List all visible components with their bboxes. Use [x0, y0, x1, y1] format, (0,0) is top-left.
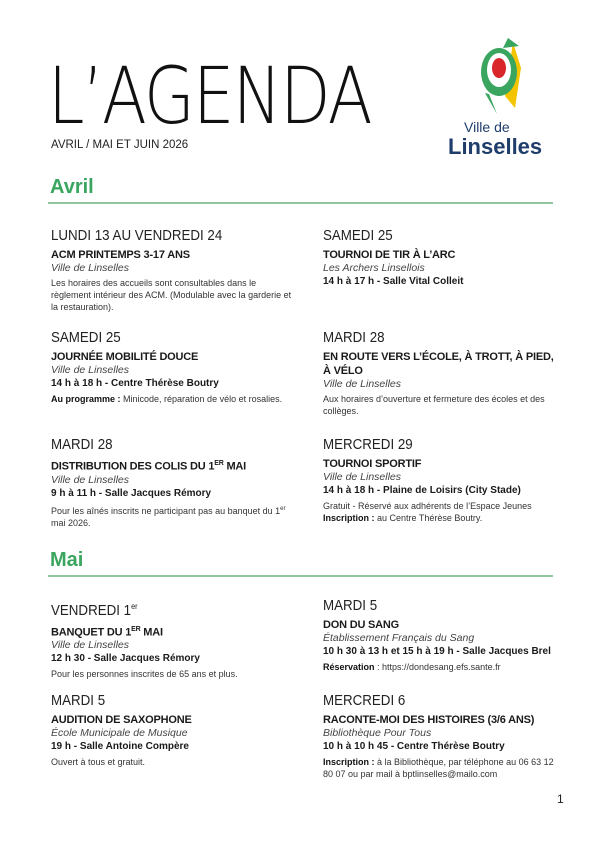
linselles-emblem-icon [475, 38, 525, 116]
event-title: AUDITION DE SAXOPHONE [51, 714, 192, 726]
date-sup: er [131, 602, 138, 611]
desc-text: Gratuit - Réservé aux adhérents de l’Espace Jeunes [323, 501, 532, 511]
event-time-location: 10 h 30 à 13 h et 15 h à 19 h - Salle Jacques Brel [323, 646, 551, 657]
event-time-location: 10 h à 10 h 45 - Centre Thérèse Boutry [323, 741, 505, 752]
event-date [51, 597, 276, 621]
event-title: EN ROUTE VERS L’ÉCOLE, À TROTT, À PIED, À VÉLO [323, 351, 554, 377]
event-organizer: Ville de Linselles [323, 378, 402, 390]
desc-label: Inscription : [323, 513, 375, 523]
logo-text-linselles: Linselles [448, 134, 543, 159]
page-number: 1 [557, 792, 564, 806]
title-main: BANQUET DU 1 [51, 626, 132, 639]
desc-label: Au programme : [51, 394, 121, 404]
event-raconte-moi [323, 692, 558, 780]
event-title: DON DU SANG [323, 619, 400, 631]
event-don-du-sang [323, 597, 558, 673]
event-time-location: 14 h à 18 h - Plaine de Loisirs (City Stade) [323, 485, 521, 496]
event-tournoi-tir-arc [323, 227, 558, 289]
event-description [323, 756, 558, 780]
event-title [51, 623, 296, 640]
event-description [51, 503, 296, 529]
title-sup: ER [214, 460, 224, 467]
event-date: MERCREDI 29 [323, 437, 413, 453]
event-banquet [51, 597, 296, 680]
logo-text-ville: Ville de [464, 119, 510, 135]
event-en-route-ecole [323, 329, 558, 417]
event-date: MARDI 28 [51, 437, 113, 453]
title-main: DISTRIBUTION DES COLIS DU 1 [51, 460, 215, 473]
event-date: LUNDI 13 AU VENDREDI 24 [51, 228, 223, 244]
event-distribution-colis [51, 436, 296, 529]
event-title [51, 457, 296, 474]
event-acm-printemps [51, 227, 296, 313]
event-organizer: Ville de Linselles [323, 471, 402, 483]
date-main: VENDREDI 1 [51, 602, 132, 619]
page-title: L’AGENDA [48, 52, 371, 142]
section-title-avril: Avril [50, 176, 94, 198]
event-title: ACM PRINTEMPS 3-17 ANS [51, 249, 190, 261]
event-organizer: Ville de Linselles [51, 364, 130, 376]
event-organizer: École Municipale de Musique [51, 727, 188, 739]
desc-text: Minicode, réparation de vélo et rosalies. [120, 394, 283, 404]
desc-main: Pour les aînés inscrits ne participant pas au banquet du 1 [51, 505, 281, 516]
desc-text: : https://dondesang.efs.sante.fr [374, 662, 501, 672]
title-end: MAI [223, 460, 247, 473]
event-journee-mobilite [51, 329, 296, 405]
event-organizer: Bibliothèque Pour Tous [323, 727, 432, 739]
desc-end: mai 2026. [51, 517, 91, 528]
event-organizer: Ville de Linselles [51, 639, 130, 652]
event-title: TOURNOI DE TIR À L’ARC [323, 249, 456, 261]
event-description: Les horaires des accueils sont consultables dans le règlement intérieur des ACM. (Modulable avec la garderie et la restauration). [51, 278, 292, 312]
section-heading-mai [48, 543, 553, 577]
event-title: TOURNOI SPORTIF [323, 458, 422, 470]
desc-text: à la Bibliothèque, par téléphone au 06 63 12 80 07 ou par mail à bptlinselles@mailo.com [323, 757, 554, 779]
event-audition-saxophone [51, 692, 296, 768]
city-logo [440, 38, 560, 164]
event-date: MARDI 5 [51, 693, 106, 709]
event-time-location: 19 h - Salle Antoine Compère [51, 741, 189, 752]
event-time-location: 14 h à 17 h - Salle Vital Colleit [323, 276, 464, 287]
event-organizer: Ville de Linselles [51, 473, 130, 486]
event-description: Ouvert à tous et gratuit. [51, 757, 146, 767]
event-date: SAMEDI 25 [323, 228, 393, 244]
event-title: JOURNÉE MOBILITÉ DOUCE [51, 351, 199, 363]
event-date: MERCREDI 6 [323, 693, 406, 709]
section-heading-avril [48, 170, 553, 204]
desc-label: Inscription : [323, 757, 375, 767]
period-subtitle: AVRIL / MAI ET JUIN 2026 [51, 139, 189, 151]
event-organizer: Les Archers Linsellois [323, 262, 425, 274]
event-organizer: Ville de Linselles [51, 262, 130, 274]
event-date: MARDI 28 [323, 330, 385, 346]
desc-text-2: au Centre Thérèse Boutry. [374, 513, 483, 523]
event-time-location: 9 h à 11 h - Salle Jacques Rémory [51, 487, 212, 499]
event-date: SAMEDI 25 [51, 330, 121, 346]
event-description [51, 393, 296, 405]
title-end: MAI [140, 626, 163, 639]
event-tournoi-sportif [323, 436, 558, 524]
event-description [323, 661, 558, 673]
desc-sup: er [280, 505, 286, 512]
event-time-location: 12 h 30 - Salle Jacques Rémory [51, 653, 200, 665]
section-title-mai: Mai [50, 549, 84, 571]
title-sup: ER [131, 625, 141, 633]
event-organizer: Établissement Français du Sang [323, 632, 475, 644]
event-description: Aux horaires d’ouverture et fermeture des écoles et des collèges. [323, 394, 545, 416]
event-date: MARDI 5 [323, 598, 378, 614]
event-description: Pour les personnes inscrites de 65 ans et plus. [51, 669, 238, 680]
desc-label: Réservation [323, 662, 375, 672]
event-description [323, 500, 558, 524]
event-time-location: 14 h à 18 h - Centre Thérèse Boutry [51, 378, 219, 389]
event-title: RACONTE-MOI DES HISTOIRES (3/6 ANS) [323, 714, 535, 726]
